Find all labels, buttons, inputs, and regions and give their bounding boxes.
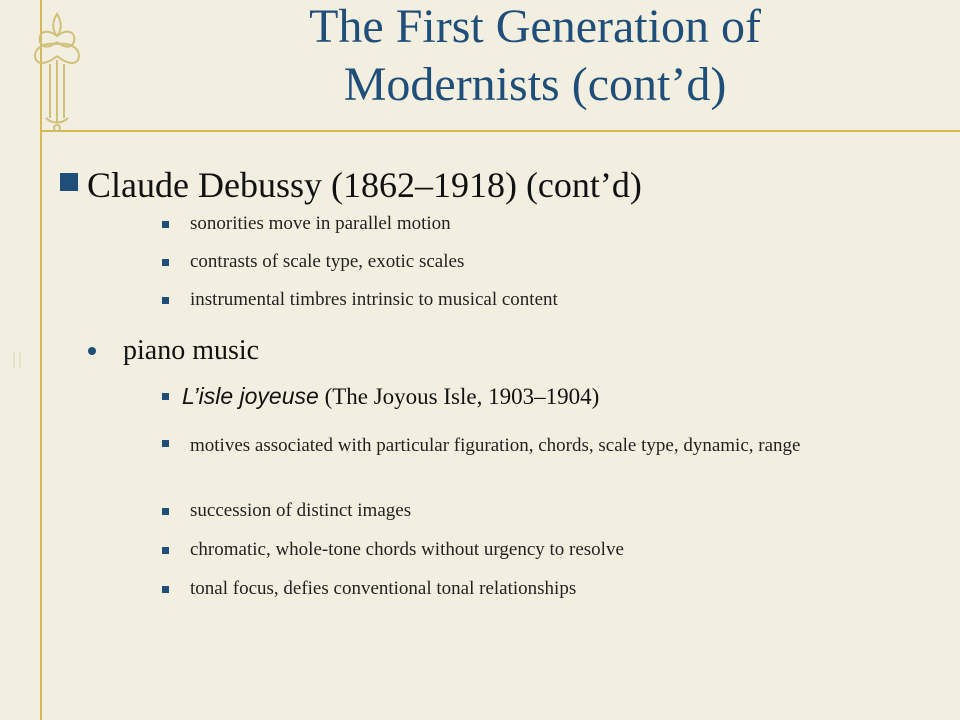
section-bullet-text: piano music [123,335,260,366]
slide-title-line-2: Modernists (cont’d) [343,58,727,111]
ornament-icon [22,6,92,136]
square-bullet-icon [60,173,78,191]
list-item [161,213,451,235]
square-bullet-icon [161,546,170,555]
square-bullet-icon [161,296,170,305]
work-title: L’isle joyeuse [182,383,319,409]
section-bullet [88,335,259,367]
list-item-text: contrasts of scale type, exotic scales [190,251,465,272]
main-bullet [60,160,642,210]
square-bullet-icon [161,585,170,594]
list-item [161,251,464,273]
slide-title [140,0,930,114]
list-item [161,539,624,561]
horizontal-rule [40,130,960,132]
work-bullet [161,383,599,410]
list-item-text: tonal focus, defies conventional tonal relationships [190,578,577,599]
work-bullet-text [182,383,599,410]
slide-title-line-1: The First Generation of [309,0,761,53]
work-details: (The Joyous Isle, 1903–1904) [318,384,600,409]
list-item-text: chromatic, whole-tone chords without urgency to resolve [190,539,624,560]
square-bullet-icon [161,439,170,448]
list-item-text: instrumental timbres intrinsic to musical content [190,289,558,310]
decorative-mark-icon [10,350,40,370]
list-item-text: succession of distinct images [190,500,412,521]
list-item [161,500,411,522]
square-bullet-icon [161,507,170,516]
square-bullet-icon [161,392,170,401]
dot-bullet-icon [88,347,96,355]
square-bullet-icon [161,220,170,229]
list-item [161,578,576,600]
main-bullet-text: Claude Debussy (1862–1918) (cont’d) [87,165,642,205]
list-item [161,432,890,459]
square-bullet-icon [161,258,170,267]
list-item-text: sonorities move in parallel motion [190,213,451,234]
list-item-text: motives associated with particular figuration, chords, scale type, dynamic, range [190,435,801,456]
list-item [161,289,558,311]
